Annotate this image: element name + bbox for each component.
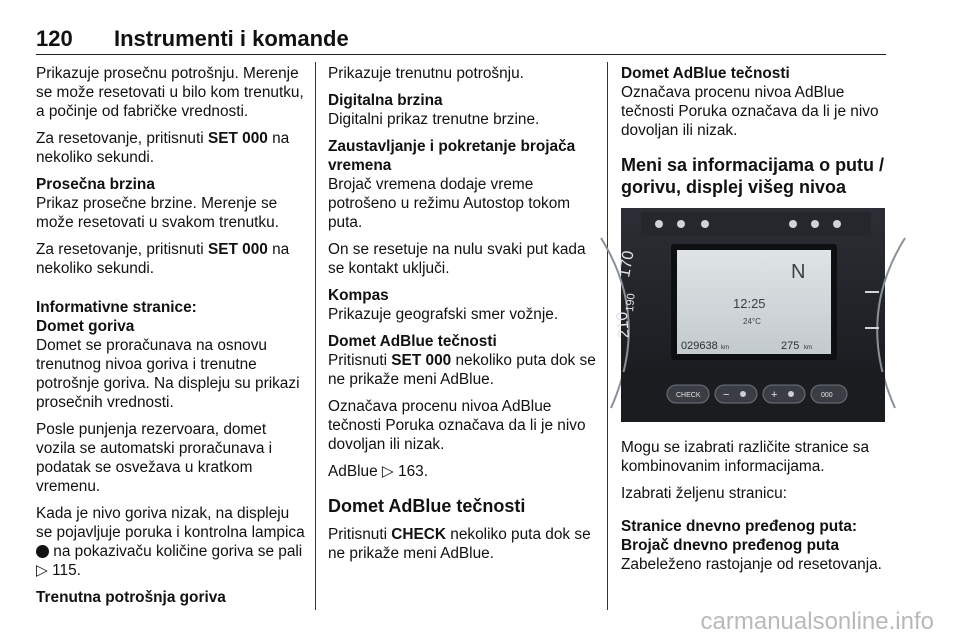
text: na nekoliko sekundi. [36, 241, 290, 277]
speed-mark: 190 [624, 292, 638, 313]
plus-button-label: + [771, 389, 778, 401]
telltale-icon [655, 220, 663, 228]
instrument-cluster-illustration [613, 208, 885, 422]
paragraph [36, 504, 306, 580]
heading-average-speed: Prosečna brzina [36, 176, 155, 193]
paragraph: Izabrati željenu stranicu: [621, 485, 787, 502]
page-reference: 115 [52, 562, 77, 579]
column-1 [36, 64, 306, 607]
telltale-icon [789, 220, 797, 228]
text: Za resetovanje, pritisnuti [36, 241, 208, 258]
paragraph [328, 525, 596, 563]
heading-fuel-range: Domet goriva [36, 318, 135, 335]
paragraph: Mogu se izabrati različite stranice sa kombinovanim informacijama. [621, 439, 870, 475]
heading-stop-start-timer: Zaustavljanje i pokretanje brojača vremena [328, 138, 576, 174]
paragraph: Posle punjenja rezervoara, domet vozila se automatski proračunava i podatak se osvežava u kratkom vremenu. [36, 421, 273, 495]
fuel-range: 275 [781, 340, 800, 352]
telltale-icon [701, 220, 709, 228]
text: na nekoliko sekundi. [36, 130, 290, 166]
section-title-trip-menu: Meni sa informacijama o putu / gorivu, displej višeg nivoa [621, 155, 885, 197]
page-title: Instrumenti i komande [114, 26, 349, 51]
key-label: SET 000 [391, 352, 452, 369]
paragraph: Prikazuje prosečnu potrošnju. Merenje se može resetovati u bilo kom trenutku, a počinje od fabričke vrednosti. [36, 65, 304, 120]
paragraph: Označava procenu nivoa AdBlue tečnosti Poruka označava da li je nivo dovoljan ili nizak. [621, 84, 879, 139]
paragraph: Označava procenu nivoa AdBlue tečnosti Poruka označava da li je nivo dovoljan ili nizak. [328, 398, 586, 453]
column-divider-1 [315, 62, 316, 610]
heading-trip-pages: Stranice dnevno pređenog puta: [621, 518, 858, 535]
text: Kada je nivo goriva nizak, na displeju se pojavljuje poruka i kontrolna lampica [36, 505, 305, 541]
page-reference-icon: ▷ [36, 562, 48, 579]
header-rule [36, 54, 886, 55]
paragraph [328, 462, 596, 481]
column-divider-2 [607, 62, 608, 610]
telltale-icon [677, 220, 685, 228]
paragraph: Digitalni prikaz trenutne brzine. [328, 111, 540, 128]
heading-adblue-range: Domet AdBlue tečnosti [328, 333, 497, 350]
heading-adblue-range: Domet AdBlue tečnosti [621, 65, 790, 82]
paragraph: Prikazuje geografski smer vožnje. [328, 306, 559, 323]
text: nekoliko puta dok se ne prikaže meni AdBlue. [328, 352, 596, 388]
key-label: SET 000 [207, 130, 268, 147]
speed-mark: 210 [613, 311, 633, 340]
odometer-unit: km [721, 345, 729, 351]
paragraph: Brojač vremena dodaje vreme potrošeno u režimu Autostop tokom puta. [328, 176, 571, 231]
fuel-range-unit: km [804, 345, 812, 351]
minus-button-label: − [723, 389, 730, 401]
section-title-adblue: Domet AdBlue tečnosti [328, 496, 526, 516]
telltale-icon [811, 220, 819, 228]
watermark: carmanualsonline.info [700, 608, 934, 635]
column-2 [328, 64, 596, 571]
text: . [423, 463, 428, 480]
fuel-warning-lamp-icon [36, 545, 49, 558]
outside-temp: 24°C [743, 317, 761, 326]
text: na pokazivaču količine goriva se pali [49, 543, 303, 560]
set-button-label: 000 [821, 392, 833, 399]
paragraph: Prikazuje trenutnu potrošnju. [328, 65, 524, 82]
page-reference-icon: ▷ [381, 463, 394, 480]
telltale-icon [833, 220, 841, 228]
text: Za resetovanje, pritisnuti [36, 130, 208, 147]
page-number: 120 [36, 26, 73, 51]
text: AdBlue [328, 463, 382, 480]
clock: 12:25 [733, 296, 766, 311]
check-button-label: CHECK [676, 392, 701, 399]
text: nekoliko puta dok se ne prikaže meni AdBlue. [328, 526, 591, 562]
text: . [76, 562, 81, 579]
key-label: SET 000 [207, 241, 268, 258]
text: Pritisnuti [328, 352, 392, 369]
text: Pritisnuti [328, 526, 392, 543]
page-header [36, 26, 886, 56]
compass-heading: N [791, 261, 806, 283]
paragraph: On se resetuje na nulu svaki put kada se kontakt uključi. [328, 241, 586, 277]
heading-info-pages: Informativne stranice: [36, 299, 197, 316]
instrument-cluster-image [613, 208, 885, 422]
paragraph [36, 129, 306, 167]
heading-digital-speed: Digitalna brzina [328, 92, 443, 109]
heading-instant-consumption: Trenutna potrošnja goriva [36, 589, 226, 606]
page-reference: 163 [398, 463, 424, 480]
odometer: 029638 [681, 340, 718, 352]
paragraph [328, 351, 596, 389]
paragraph: Domet se proračunava na osnovu trenutnog nivoa goriva i trenutne potrošnje goriva. Na displeju su prikazi prosečnih vrednosti. [36, 337, 300, 411]
column-3 [613, 64, 886, 582]
paragraph: Prikaz prosečne brzine. Merenje se može resetovati u svakom trenutku. [36, 195, 279, 231]
heading-trip-odometer: Brojač dnevno pređenog puta [621, 537, 840, 554]
key-label: CHECK [391, 526, 447, 543]
heading-compass: Kompas [328, 287, 389, 304]
paragraph [36, 240, 306, 278]
paragraph: Zabeleženo rastojanje od resetovanja. [621, 556, 882, 573]
speed-mark: 170 [616, 249, 638, 279]
